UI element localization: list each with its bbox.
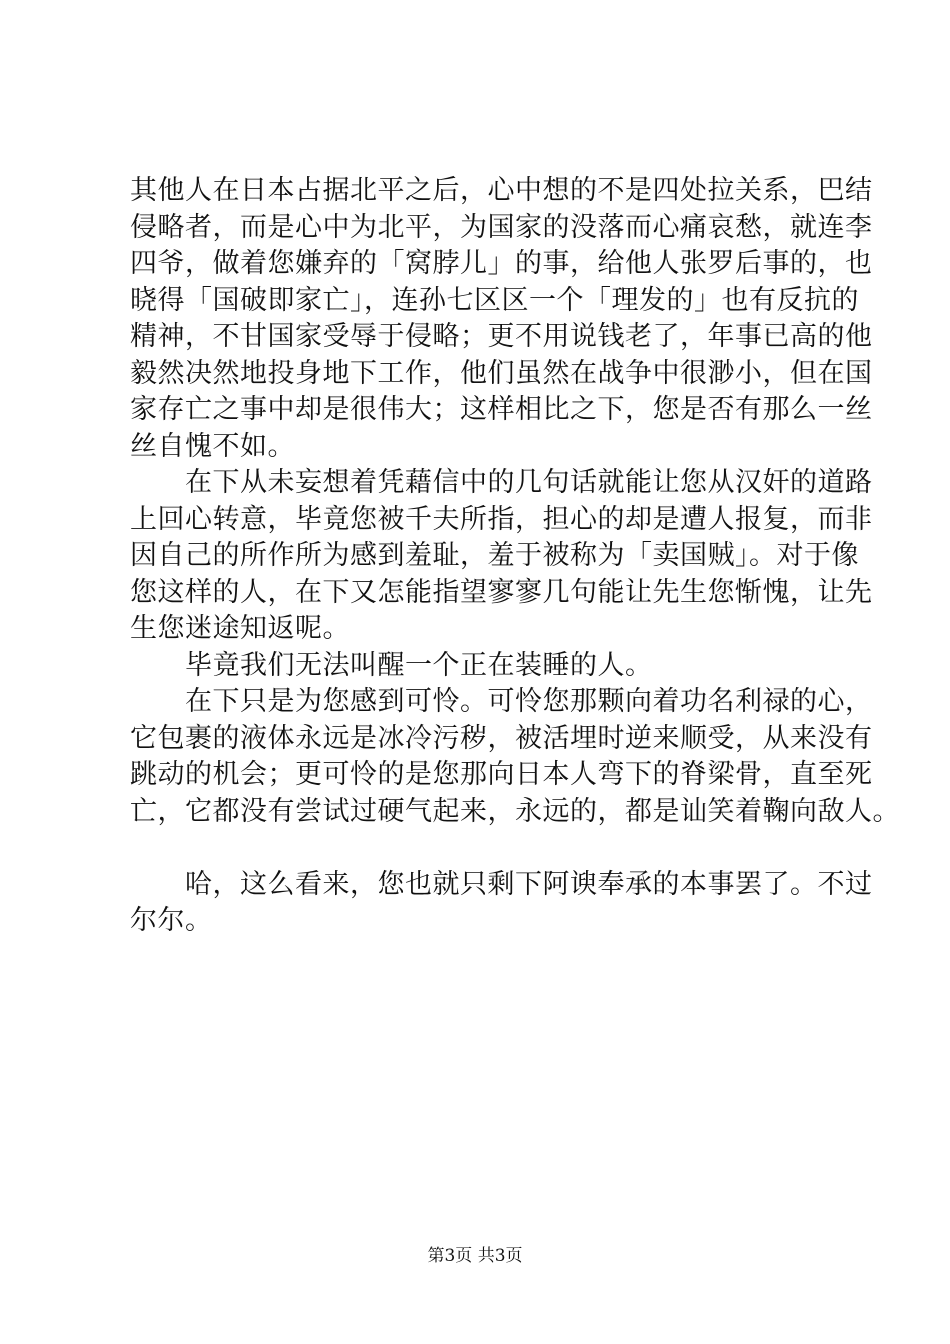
text-line: 其他人在日本占据北平之后，心中想的不是四处拉关系，巴结	[130, 175, 873, 206]
page-footer	[0, 1244, 950, 1268]
text-line: 上回心转意，毕竟您被千夫所指，担心的却是遭人报复，而非	[130, 503, 873, 535]
page-number: 第3页 共3页	[427, 1246, 523, 1266]
document-body	[130, 173, 900, 940]
text-line: 因自己的所作所为感到羞耻，羞于被称为「卖国贼」。对于像	[130, 540, 859, 571]
text-line: 哈，这么看来，您也就只剩下阿谀奉承的本事罢了。不过	[130, 868, 873, 900]
text-line: 在下只是为您感到可怜。可怜您那颗向着功名利禄的心，	[130, 686, 873, 717]
blank-line	[130, 830, 834, 867]
text-line: 在下从未妄想着凭藉信中的几句话就能让您从汉奸的道路	[130, 467, 873, 498]
text-line: 亡，它都没有尝试过硬气起来，永远的，都是讪笑着鞠向敌人。	[130, 795, 900, 827]
text-line: 四爷，做着您嫌弃的「窝脖儿」的事，给他人张罗后事的，也	[130, 248, 873, 279]
text-line: 晓得「国破即家亡」，连孙七区区一个「理发的」也有反抗的	[130, 284, 859, 316]
text-line: 家存亡之事中却是很伟大；这样相比之下，您是否有那么一丝	[130, 394, 873, 425]
text-line: 生您迷途知返呢。	[130, 613, 350, 644]
text-line: 毕竟我们无法叫醒一个正在装睡的人。	[130, 649, 653, 681]
text-line: 尔尔。	[130, 905, 213, 936]
text-line: 侵略者，而是心中为北平，为国家的没落而心痛哀愁，就连李	[130, 211, 873, 243]
text-line: 它包裹的液体永远是冰冷污秽，被活埋时逆来顺受，从来没有	[130, 722, 873, 754]
text-line: 丝自愧不如。	[130, 430, 295, 462]
text-line: 毅然决然地投身地下工作，他们虽然在战争中很渺小，但在国	[130, 357, 873, 389]
text-line: 精神，不甘国家受辱于侵略；更不用说钱老了，年事已高的他	[130, 321, 873, 352]
text-line: 您这样的人，在下又怎能指望寥寥几句能让先生您惭愧，让先	[130, 576, 873, 608]
text-line: 跳动的机会；更可怜的是您那向日本人弯下的脊梁骨，直至死	[130, 759, 873, 790]
